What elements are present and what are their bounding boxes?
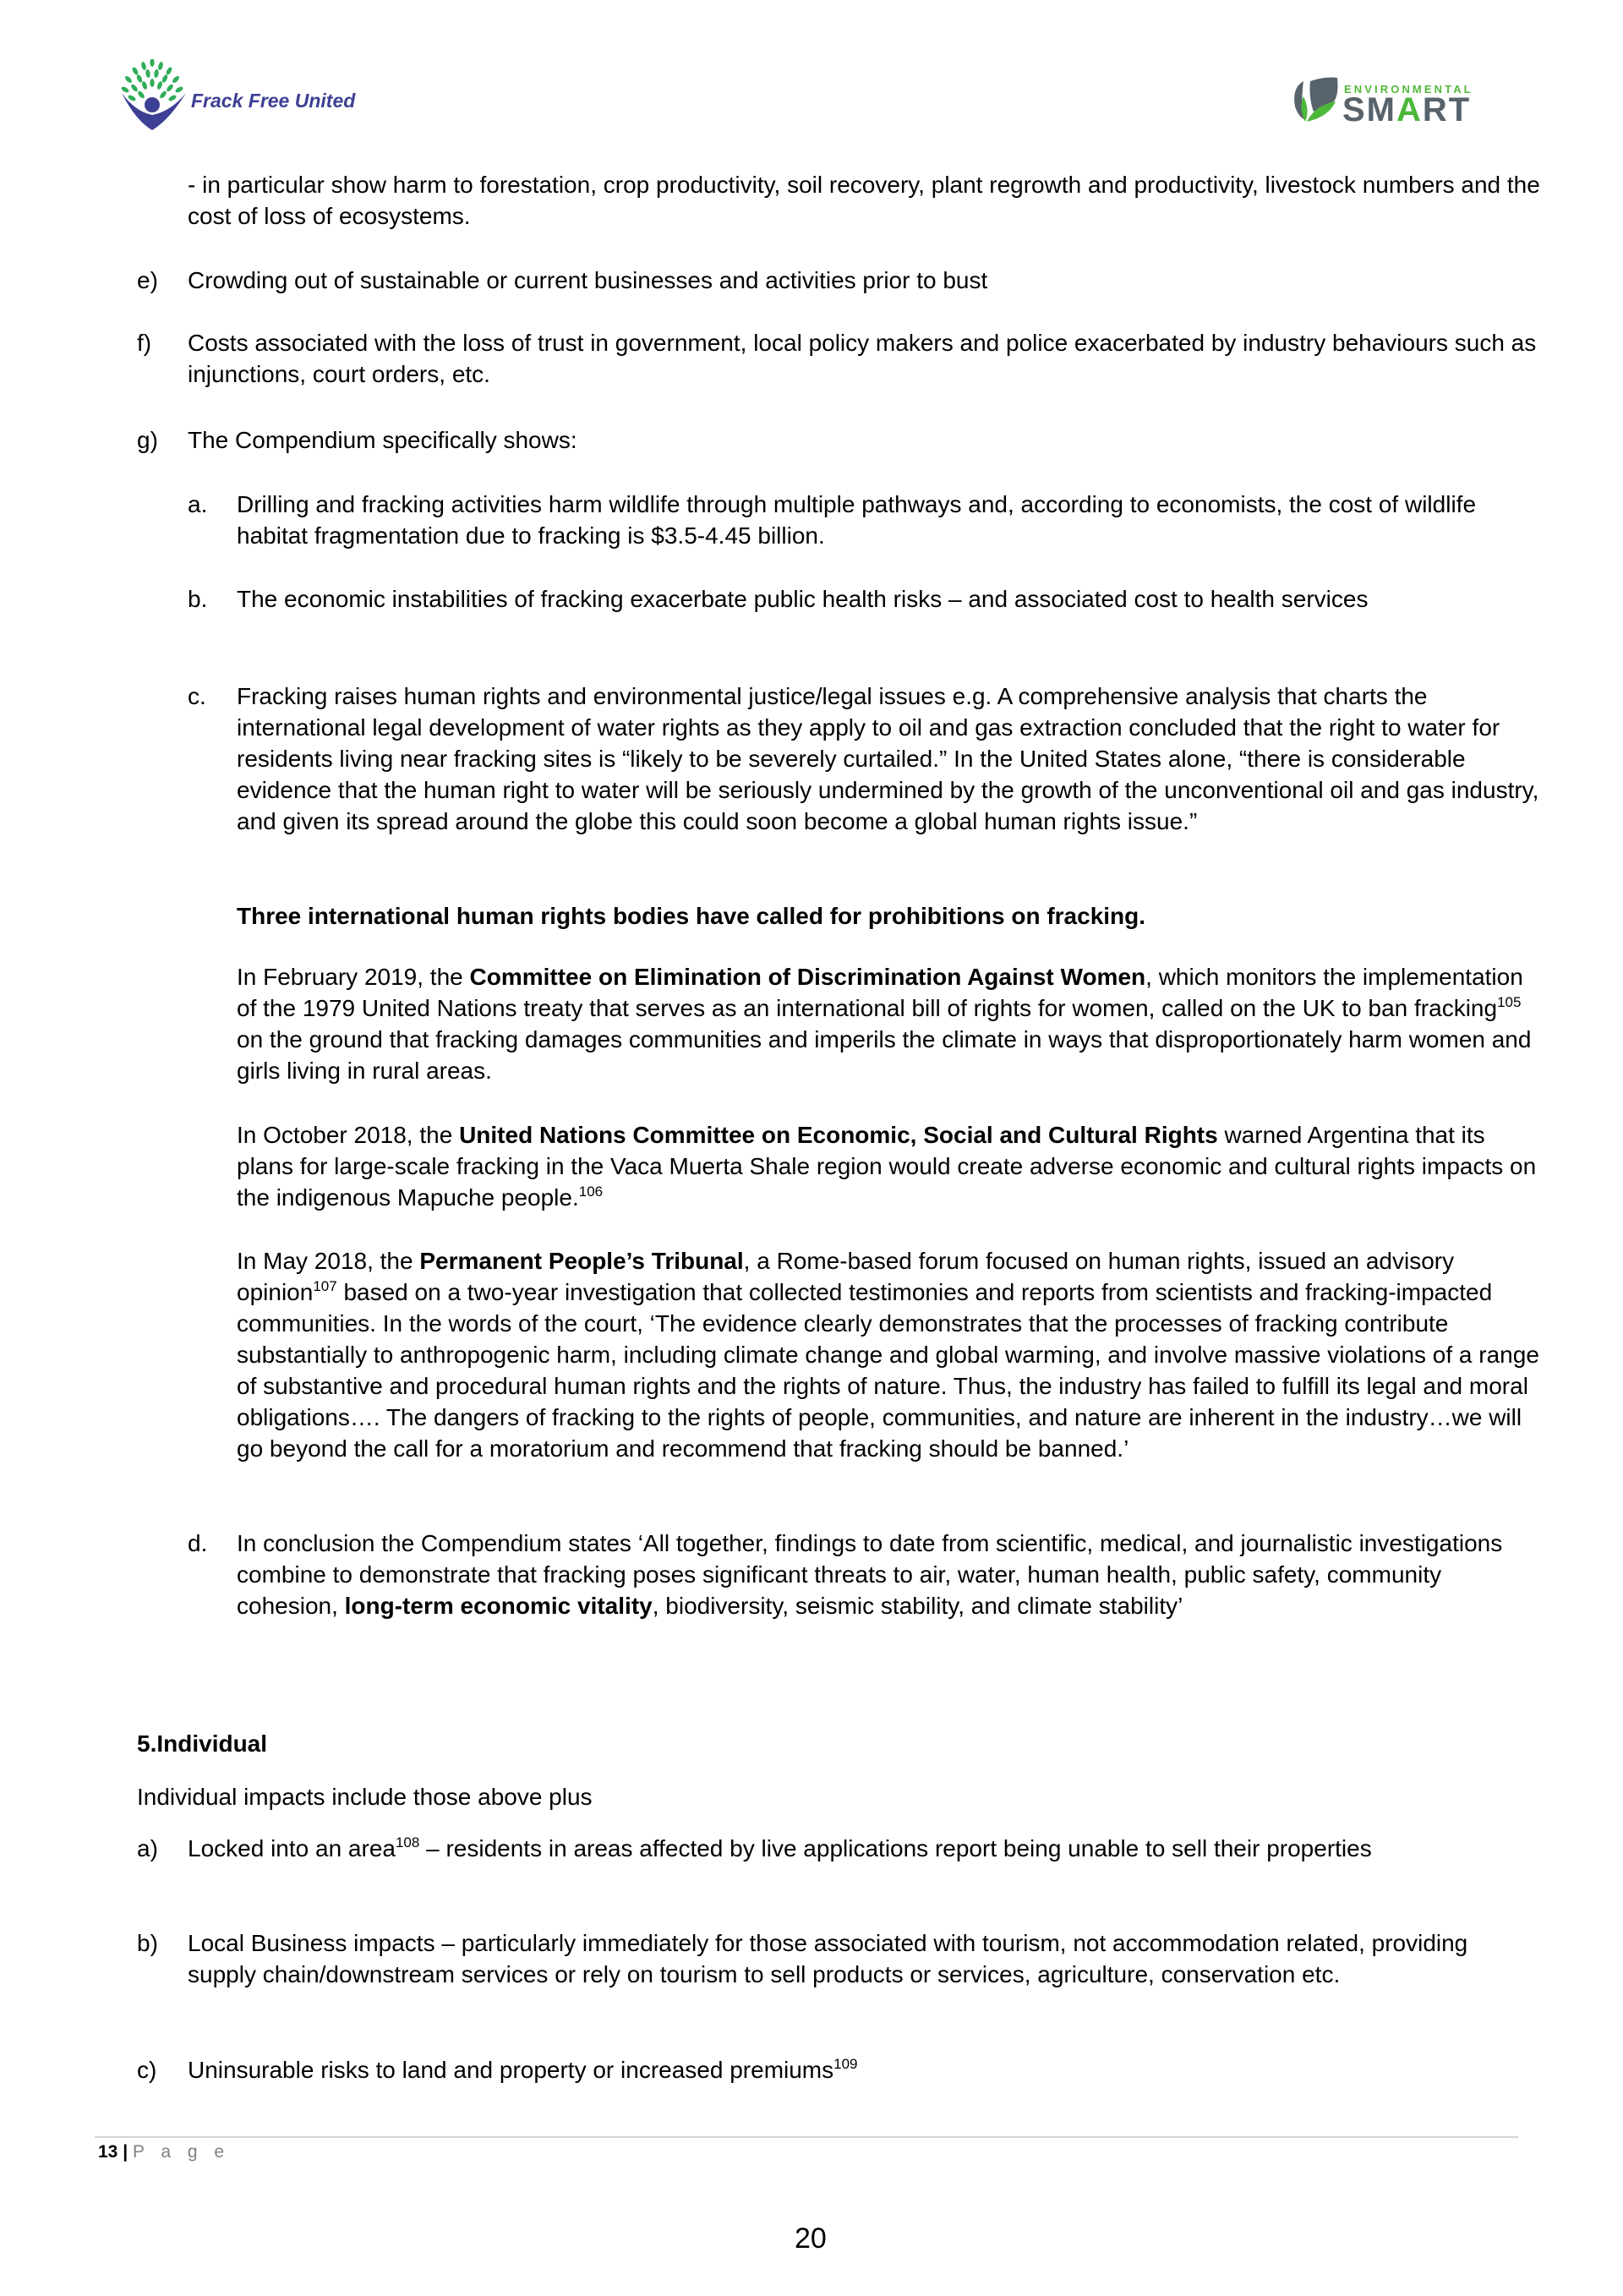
sub-list-text [237,1528,1547,1621]
text-run: Uninsurable risks to land and property or increased premiums [188,2057,834,2083]
text-run: In conclusion the Compendium states ‘All together, findings to date from scientific, medical, and journalistic investigations combine to demonstrate that fracking poses significant threats to air, water, human health, public safety, community cohesion, [237,1530,1503,1619]
text-run: In February 2019, the [237,964,470,990]
emphasis: long-term economic vitality [344,1593,653,1619]
sub-list-label: c. [188,683,206,709]
list-label: a) [137,1835,158,1861]
list-text: Costs associated with the loss of trust in government, local policy makers and police exacerbated by industry behaviours such as injunctions, court orders, etc. [188,330,1537,387]
footnote-ref[interactable]: 105 [1497,994,1522,1010]
text-run: , biodiversity, seismic stability, and climate stability’ [652,1593,1183,1619]
logo-top-text: ENVIRONMENTAL [1344,83,1473,96]
text-run: , which monitors the implementation of the 1979 United Nations treaty that serves as an international bill of rights for women, called on the UK to ban fracking [237,964,1523,1021]
tribunal-paragraph [237,1245,1547,1464]
continuation-paragraph: - in particular show harm to forestation, crop productivity, soil recovery, plant regrowth and productivity, livestock numbers and the cost of loss of ecosystems. [188,172,1540,229]
footnote-ref[interactable]: 108 [395,1834,420,1850]
footnote-ref[interactable]: 107 [313,1278,337,1294]
cedaw-paragraph [237,961,1547,1086]
list-label: f) [137,330,152,356]
page-number: 13 [98,2142,118,2162]
footnote-ref[interactable]: 106 [578,1184,604,1200]
sub-list-label: b. [188,586,208,612]
list-label: g) [137,427,158,453]
logo-main-text [1342,93,1471,127]
sub-list-text: The economic instabilities of fracking exacerbate public health risks – and associated cost to health services [237,586,1369,612]
frack-free-united-logo [118,57,356,134]
cescr-paragraph [237,1119,1547,1213]
environmental-smart-logo [1290,73,1510,127]
logo-main-text-pre: SM [1342,91,1396,128]
logo-main-text-accent: A [1396,91,1423,128]
list-text: Local Business impacts – particularly immediately for those associated with tourism, not accommodation related, providing supply chain/downstream services or rely on tourism to sell products or services, agriculture, conservation etc. [188,1930,1468,1987]
pdf-page-number: 20 [795,2222,827,2255]
tribunal-name: Permanent People’s Tribunal [419,1248,744,1274]
text-run: In October 2018, the [237,1122,460,1148]
list-label: c) [137,2057,157,2083]
tree-person-icon [118,59,189,132]
sub-list-label: a. [188,491,208,517]
list-text [188,2054,1540,2086]
text-run: warned Argentina that its plans for large-scale fracking in the Vaca Muerta Shale region would create adverse economic and cultural rights impacts on the indigenous Mapuche people. [237,1122,1537,1211]
list-text: Crowding out of sustainable or current businesses and activities prior to bust [188,267,988,293]
text-run: Locked into an area [188,1835,396,1861]
footer-divider [95,2136,1518,2138]
leaf-icon [1292,76,1341,123]
list-label: e) [137,267,158,293]
logo-main-text-post: RT [1422,91,1472,128]
cedaw-name: Committee on Elimination of Discrimination Against Women [469,964,1146,990]
cescr-name: United Nations Committee on Economic, Social and Cultural Rights [459,1122,1218,1148]
text-run: – residents in areas affected by live applications report being unable to sell their properties [419,1835,1372,1861]
sub-list-text: Drilling and fracking activities harm wildlife through multiple pathways and, according to economists, the cost of wildlife habitat fragmentation due to fracking is $3.5-4.45 billion. [237,491,1477,549]
text-run: on the ground that fracking damages communities and imperils the climate in ways that disproportionately harm women and girls living in rural areas. [237,1026,1532,1084]
footnote-ref[interactable]: 109 [833,2056,858,2072]
text-run: based on a two-year investigation that collected testimonies and reports from scientists and fracking-impacted communities. In the words of the court, ‘The evidence clearly demonstrates that the processes of fracking contribute substantially to anthropogenic harm, including climate change and global warming, and involve massive violations of a range of substantive and procedural human rights and the rights of nature. Thus, the industry has failed to fulfill its legal and moral obligations…. The dangers of fracking to the rights of people, communities, and nature are inherent in the industry…we will go beyond the call for a moratorium and recommend that fracking should be banned.’ [237,1279,1539,1462]
text-run: In May 2018, the [237,1248,420,1274]
rights-heading: Three international human rights bodies have called for prohibitions on fracking. [237,903,1146,929]
page-separator: | [123,2142,128,2162]
list-text: The Compendium specifically shows: [188,427,577,453]
sub-list-text: Fracking raises human rights and environmental justice/legal issues e.g. A comprehensive analysis that charts the international legal development of water rights as they apply to oil and gas extraction concluded that the right to water for residents living near fracking sites is “likely to be severely curtailed.” In the United States alone, “there is considerable evidence that the human right to water will be seriously undermined by the growth of the unconventional oil and gas industry, and given its spread around the globe this could soon become a global human rights issue.” [237,683,1539,834]
section-intro: Individual impacts include those above plus [137,1784,593,1810]
sub-list-label: d. [188,1530,208,1556]
list-text [188,1833,1540,1864]
list-label: b) [137,1930,158,1956]
page-word: P a g e [132,2142,231,2162]
page-footer [98,2142,230,2162]
logo-text: Frack Free United [191,90,356,112]
section-heading: 5.Individual [137,1730,268,1757]
text-run: , a Rome-based forum focused on human rights, issued an advisory opinion [237,1248,1455,1305]
